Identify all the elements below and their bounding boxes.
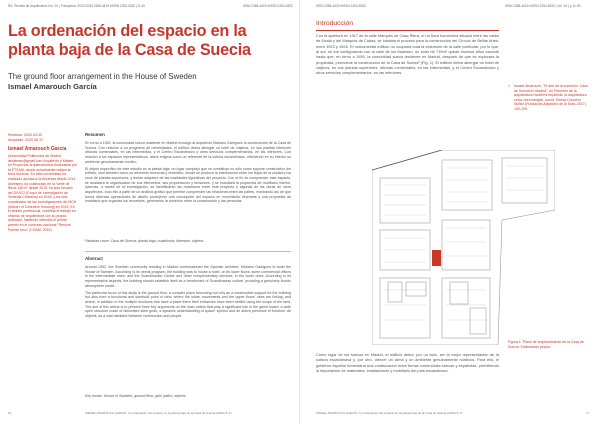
right-footer-text: ISMAEL AMAROUCH GARCÍA. La ordenación del espacio en la planta baja de la Casa de Suecia (2020) 8-17 [316, 411, 463, 415]
intro-body: Con la apertura en 1917 de la calle Marqués de Casa Riera, en la finca homónima situada entre las calles de Alcalá y del Marqués de Cubas, se iniciaba el proceso para la construcción del Círculo de Bellas Artes, entre 1923 y 1926. El monumental edificio no ocuparía toda la extensión de la calle particular, por lo que, al sur, se fue configurando con la calle de los Madrazo, un solar de 715m² quedó muchos años vacante hasta que, en torno a 1950, la comunidad sueca residente en Madrid, despues de que se explorara la propiedad, promueve la construcción de la Casa de Suecia¹ (Fig. 1). El edificio debía albergar un hotel de viajeros, en sus plantas superiores; oficinas comerciales, en las intermedias, y el Centro Escandinavo y otros servicios complementarios, en las inferiores. [316, 33, 499, 76]
block-hatching [384, 238, 426, 262]
block-hatching [506, 166, 543, 190]
site-plan-figure [372, 150, 555, 345]
received-date: Recibido: 2020.04.30 [8, 133, 42, 137]
building-footprint [450, 282, 468, 304]
abstract-heading: Abstract [85, 256, 103, 261]
figure-caption: Figura 1. Plano de emplazamiento de la Casa de Suecia. Elaboración propia. [508, 340, 584, 349]
city-block [380, 278, 430, 338]
page-gutter [299, 0, 300, 424]
city-block [442, 220, 490, 270]
author-bio: Universidad Politécnica de Madrid ismaieam@gmail.com Arquitecto y Máster en Proyectos Arquitectónicos Avanzados por la ETSAM, donde actualmente realiza la tesis doctoral. En esta universidad ha realizado ayudas a la docencia desde 2014. Asimismo ha colaborado en la "serie de libros 14Km" desde 2015, ha sido becario del GIVCO (Grupo de Investigación de Vivienda Colectiva) en 2018, y ha sido coordinador de las investigaciones del MCH (Master of Collective Housing) en 2019. En el ámbito profesional, combina el trabajo en oficinas de arquitectura con su propia actividad, habiendo obtenido el primer premio en el concurso nacional "Renove Puente urso" (COAM, 2015). [8, 154, 78, 232]
resumen-body [85, 141, 291, 206]
intro-rule [316, 30, 499, 31]
street-edge [372, 150, 442, 170]
abstract-paragraph: Around 1952, the Swedish community residing in Madrid commissioned the Spanish architect, Mariano Garrigues to build the House of Sweden. According to its needs program, the building was to house a hotel, on its lower floors: some commercial offices in the intermediate ones; and the Scandinavian Center and other complementary services, in the lower ones. According to its representative aspects, the building should establish itself as a benchmark of Scandinavian culture, providing a genuinely Nordic atmosphere inside. [85, 265, 291, 288]
article-author: Ismael Amarouch García [8, 82, 97, 91]
casa-de-suecia-site [432, 250, 441, 266]
footnote-text: Ismael Amarouch, "El arte de la sucesión. Casa de Suecia en Madrid", en Pioneros de la arquitectura moderna española: la arquitectura como obra integral, coord. Teresa Couceiro Núñez (Fundación Alejandro de la Sota, 2017), 190-209. [514, 84, 588, 111]
building-footprint [470, 308, 486, 334]
abstract-keywords: Key words: House of Sweden; ground floor; grid; paths; objects. [85, 394, 187, 398]
footnote-number: 1 [508, 84, 510, 88]
resumen-keywords: Palabras clave: Casa de Suecia; planta baja; cuadrícula; itinerario; objetos. [85, 239, 205, 243]
intro-body-continued: Como lugar de los suecos en Madrid, el edificio debía, por un lado, ser la mejor representación de la cultura escandinava y, por otro, ofrecer un clima y un ambiente genuinamente nórdicos. Para ello, el gobierno español fomentaría una colaboración entre firmas comerciales suecas y españolas, permitiendo la importación de materiales, instalaciones y mobiliario del país escandinavo. [316, 352, 499, 374]
block-hatching [384, 290, 426, 320]
resumen-paragraph: El objeto específico de este estudio es la planta baja, un lugar complejo que se constituye no sólo como soporte constructivo del edificio, sino también como su elemento funcional y simbólico, donde se produce la intersección entre los flujos de la ciudad y los usos de plantas superiores, y donde adquiere de las cualidades figurativas del proyecto. Con el fin de comprender este espacio, se analizará la organización de sus elementos, sus proporciones y tensiones, y se estudiará la propuesta de mobiliario interior. Además, a través de la investigación, se identificarán las relaciones entre este proyecto y algunas de las obras de otros arquitectos, todo ello a partir de un análisis gráfico que permite comprender las relaciones entre las partes, mostrando así de qué forma diversas operaciones de diseño produjeron una concepción del espacio en movimiento itinerante y una propuesta de mobiliario que organiza los recorridos, generando la conexión entre la construcción y las personas. [85, 166, 291, 204]
resumen-paragraph: En torno a 1952, la comunidad sueca residente en Madrid encargó al arquitecto Mariano Garrigues la construcción de la Casa de Suecia. Con relación a un programa de necesidades, el edificio debía albergar un hotel de viajeros, en sus plantas inferiores oficinas comerciales, en las intermedias, y el Centro Escandinavo y otros servicios complementarios, en las inferiores. Con relación a los espacios representativos, dicha enigma como un referente de la cultura escandinava, ofreciendo en su interior un ambiente genuinamente nórdico. [85, 141, 291, 164]
accepted-date: Aceptado: 2020.06.17 [8, 137, 44, 142]
abstract-paragraph: The particular focus of this study is the ground floor, a complex place becoming not only as a constructive support for the building but also from a functional and symbolic point of view, where the urban movements and the upper floors' uses are linking, and where, in addition to the multiple functions that have a place there their entrances have been settled using the scope of the land. The aim of this article is to present three key arguments on the main orders that play a significant role in the game board: a wide open structure made of dimorated steel grids, a dynamic understanding of space; symbol and an active presence of furniture. All objects, as a vital mediator between construction and people. [85, 290, 291, 318]
left-page-issn: ISSN 2386-4419 eISSN 2254-6332 [243, 4, 293, 8]
left-page-number: 16 [8, 411, 12, 415]
article-title: La ordenación del espacio en la planta baja de la Casa de Suecia [8, 22, 251, 59]
building-footprint [388, 282, 402, 302]
left-footer-text: ISMAEL AMAROUCH GARCÍA. La ordenación del espacio en la planta baja de la Casa de Suecia (2020) 8-17 [85, 411, 232, 415]
city-block [442, 160, 492, 210]
city-block [380, 178, 430, 223]
block-hatching [446, 168, 488, 202]
block-hatching [446, 228, 486, 256]
city-block [502, 158, 547, 203]
left-running-header: RA. Revista de Arquitectura Vol. 24. | Pamplona, 2023 ISSN 2386-4419 eISSN 2254-6332 | 8–30 [8, 4, 145, 8]
block-hatching [446, 290, 486, 320]
block-hatching [384, 185, 426, 215]
article-dates [8, 133, 43, 143]
right-page-number: 17 [586, 411, 590, 415]
block-outline [372, 150, 555, 345]
article-subtitle: The ground floor arrangement in the House of Sweden [8, 72, 197, 81]
right-page-issn: ISSN 2386-4419 eISSN 2254-6332 [316, 4, 366, 8]
right-running-header: ISSN 2386-4419 eISSN 2254-6332 | Vol. 24 | p. 8–30 [505, 4, 581, 8]
intro-heading: Introducción [316, 20, 354, 27]
section-divider [85, 251, 291, 252]
sidebar-author: Ismael Amarouch García [8, 146, 67, 152]
abstract-body [85, 265, 291, 321]
building-footprint [406, 282, 426, 296]
resumen-heading: Resumen [85, 132, 105, 137]
